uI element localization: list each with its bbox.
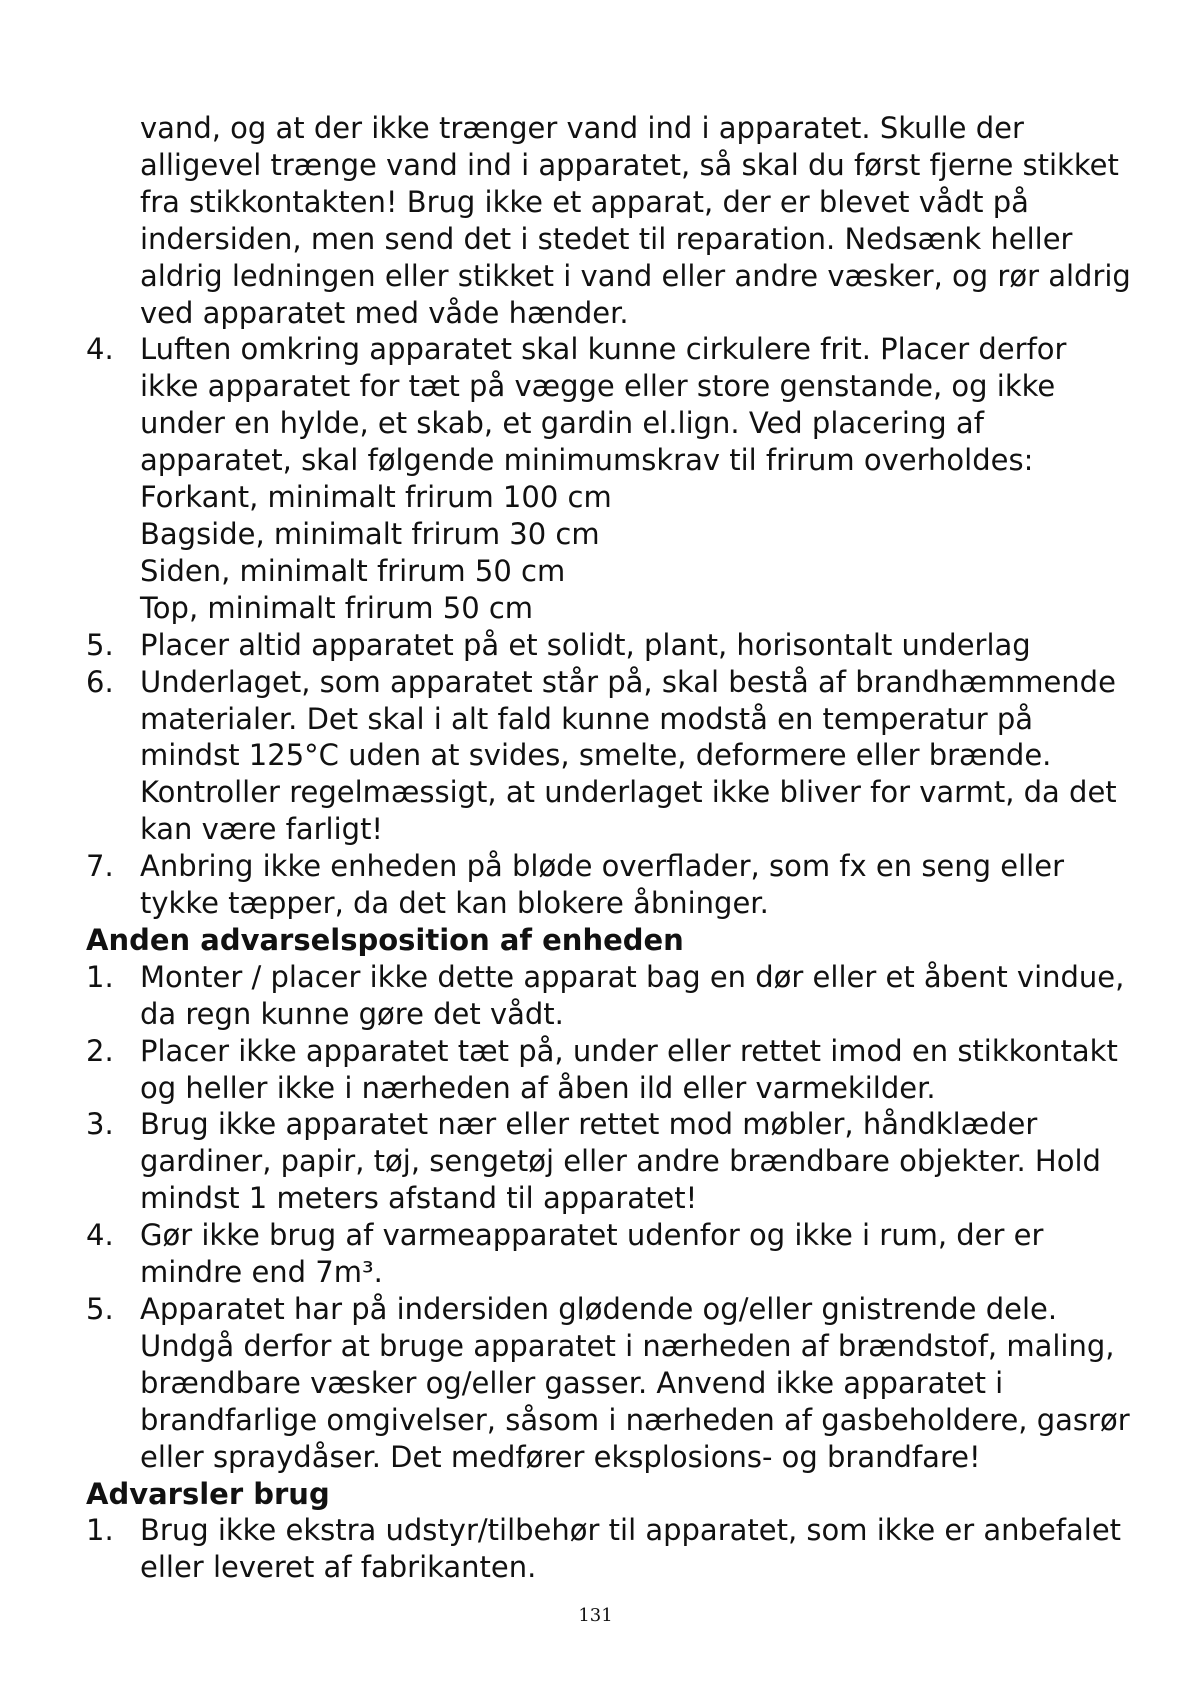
- text-line: Placer altid apparatet på et solidt, plant, horisontalt underlag: [140, 627, 1031, 662]
- item-text: [140, 1033, 1118, 1107]
- text-line: Kontroller regelmæssigt, at underlaget ikke bliver for varmt, da det: [140, 775, 1117, 810]
- page-number: 131: [578, 1605, 613, 1626]
- item-text: [140, 331, 1116, 626]
- text-line: mindst 1 meters afstand til apparatet!: [140, 1181, 698, 1216]
- text-line: ved apparatet med våde hænder.: [140, 295, 629, 330]
- item-text: [140, 1291, 1130, 1476]
- item-text: [140, 848, 1116, 922]
- item-number: 1.: [86, 1513, 114, 1548]
- item-number: 4.: [86, 332, 114, 367]
- text-line: materialer. Det skal i alt fald kunne modstå en temperatur på: [140, 701, 1034, 736]
- text-line: Placer ikke apparatet tæt på, under eller rettet imod en stikkontakt: [140, 1033, 1118, 1068]
- text-line: Brug ikke ekstra udstyr/tilbehør til apparatet, som ikke er anbefalet: [140, 1513, 1122, 1548]
- text-line: ikke apparatet for tæt på vægge eller store genstande, og ikke: [140, 369, 1056, 404]
- page-content: [86, 110, 1131, 1586]
- list-item: [86, 1033, 1116, 1107]
- text-line: Forkant, minimalt frirum 100 cm: [140, 480, 612, 515]
- text-line: apparatet, skal følgende minimumskrav til frirum overholdes:: [140, 443, 1034, 478]
- text-line: da regn kunne gøre det vådt.: [140, 996, 564, 1031]
- text-line: aldrig ledningen eller stikket i vand eller andre væsker, og rør aldrig: [140, 258, 1131, 293]
- list-item: [86, 959, 1125, 1033]
- list-item: [86, 1217, 1116, 1291]
- text-line: tykke tæpper, da det kan blokere åbninger.: [140, 886, 769, 921]
- list-item: [86, 1106, 1116, 1217]
- item-number: 3.: [86, 1107, 114, 1142]
- item-text: [140, 1512, 1121, 1586]
- text-line: Monter / placer ikke dette apparat bag en dør eller et åbent vindue,: [140, 959, 1125, 994]
- text-line: alligevel trænge vand ind i apparatet, så skal du først fjerne stikket: [140, 147, 1119, 182]
- text-line: Top, minimalt frirum 50 cm: [140, 590, 534, 625]
- item-text: [140, 1217, 1116, 1291]
- list-item: [86, 664, 1116, 849]
- text-line: eller spraydåser. Det medfører eksplosions- og brandfare!: [140, 1439, 981, 1474]
- item-text: [140, 1106, 1116, 1217]
- text-line: Apparatet har på indersiden glødende og/eller gnistrende dele.: [140, 1292, 1058, 1326]
- item-number: 5.: [86, 1292, 114, 1326]
- item-text: [140, 627, 1116, 664]
- text-line: Anbring ikke enheden på bløde overflader, som fx en seng eller: [140, 849, 1064, 884]
- list-item: [86, 1291, 1130, 1476]
- text-line: mindst 125°C uden at svides, smelte, deformere eller brænde.: [140, 738, 1052, 773]
- list-item: [86, 1512, 1122, 1586]
- text-line: Bagside, minimalt frirum 30 cm: [140, 516, 600, 551]
- text-line: brændbare væsker og/eller gasser. Anvend ikke apparatet i: [140, 1365, 1004, 1400]
- item-number: 1.: [86, 959, 114, 994]
- item-number: 7.: [86, 849, 114, 884]
- item-number: 4.: [86, 1218, 114, 1253]
- text-line: Siden, minimalt frirum 50 cm: [140, 553, 566, 588]
- list-item: [86, 331, 1116, 626]
- text-line: eller leveret af fabrikanten.: [140, 1550, 537, 1585]
- section-heading: Advarsler brug: [86, 1476, 330, 1511]
- text-line: fra stikkontakten! Brug ikke et apparat, der er blevet vådt på: [140, 184, 1029, 219]
- text-line: mindre end 7m³.: [140, 1255, 383, 1290]
- text-line: Luften omkring apparatet skal kunne cirkulere frit. Placer derfor: [140, 332, 1067, 367]
- text-line: indersiden, men send det i stedet til reparation. Nedsænk heller: [140, 221, 1073, 256]
- text-line: og heller ikke i nærheden af åben ild eller varmekilder.: [140, 1070, 936, 1105]
- text-line: Gør ikke brug af varmeapparatet udenfor og ikke i rum, der er: [140, 1218, 1044, 1253]
- section-heading: Anden advarselsposition af enheden: [86, 922, 684, 957]
- continuation-text: [86, 110, 1131, 331]
- item-text: [140, 959, 1124, 1033]
- text-line: vand, og at der ikke trænger vand ind i apparatet. Skulle der: [140, 111, 1024, 145]
- text-line: gardiner, papir, tøj, sengetøj eller andre brændbare objekter. Hold: [140, 1144, 1101, 1179]
- list-item: [86, 848, 1116, 922]
- list-item: [86, 627, 1116, 664]
- text-line: Underlaget, som apparatet står på, skal bestå af brandhæmmende: [140, 664, 1116, 699]
- item-number: 2.: [86, 1033, 114, 1068]
- item-number: 6.: [86, 664, 114, 699]
- text-line: brandfarlige omgivelser, såsom i nærheden af gasbeholdere, gasrør: [140, 1402, 1130, 1437]
- item-number: 5.: [86, 627, 114, 662]
- item-text: [140, 664, 1117, 849]
- text-line: kan være farligt!: [140, 812, 384, 847]
- text-line: Brug ikke apparatet nær eller rettet mod møbler, håndklæder: [140, 1107, 1038, 1142]
- text-line: under en hylde, et skab, et gardin el.lign. Ved placering af: [140, 406, 984, 441]
- text-line: Undgå derfor at bruge apparatet i nærheden af brændstof, maling,: [140, 1328, 1115, 1363]
